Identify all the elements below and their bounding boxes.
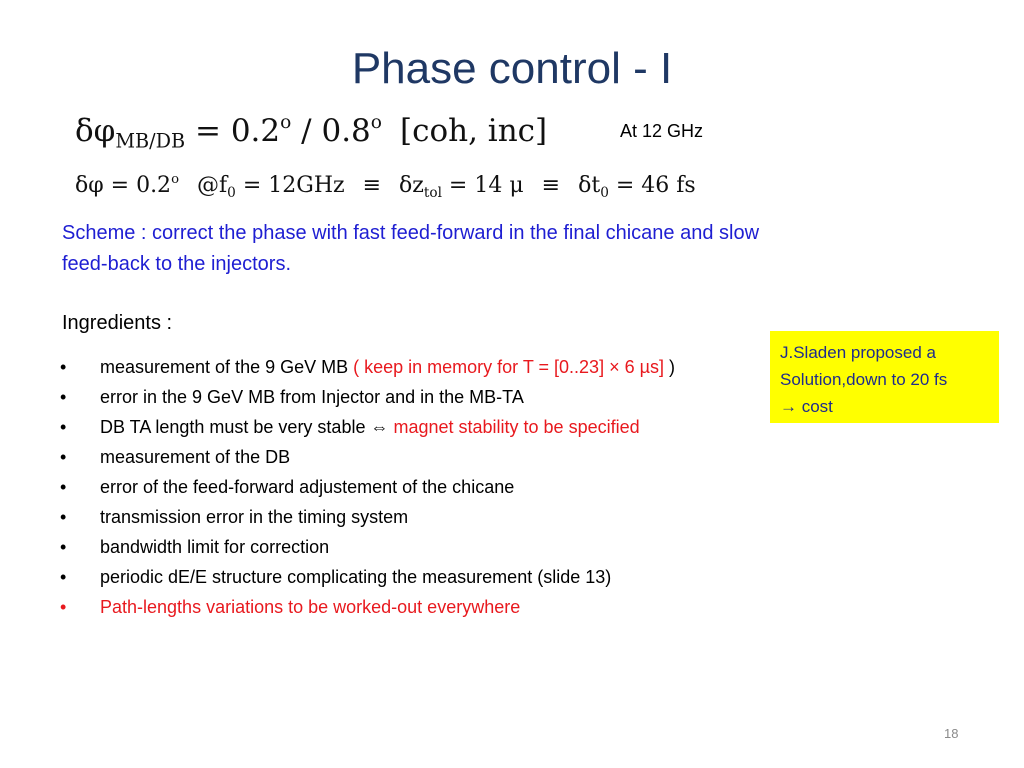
ingredient-text: error in the 9 GeV MB from Injector and in the MB-TA bbox=[100, 387, 524, 407]
scheme-line-1: Scheme : correct the phase with fast feed-forward in the final chicane and slow bbox=[62, 222, 760, 244]
eq2-f-value: = 12GHz bbox=[235, 173, 345, 199]
ingredient-text: error of the feed-forward adjustement of the chicane bbox=[100, 477, 515, 497]
ingredient-text: transmission error in the timing system bbox=[100, 507, 409, 527]
frequency-label: At 12 GHz bbox=[620, 121, 704, 141]
ingredient-text bbox=[100, 412, 640, 442]
slide-title: Phase control - I bbox=[351, 44, 673, 93]
eq2-delta-phi: δφ = 0.2 bbox=[75, 173, 172, 199]
ingredient-main-text: DB TA length must be very stable ⇔ bbox=[100, 417, 394, 437]
ingredients-heading: Ingredients : bbox=[62, 312, 173, 334]
bullet-dot: • bbox=[60, 387, 67, 407]
eq1-degree-2: o bbox=[370, 112, 382, 133]
eq2-dz-value: = 14 μ bbox=[441, 173, 524, 199]
scheme-line-2: feed-back to the injectors. bbox=[62, 253, 292, 275]
ingredient-text: bandwidth limit for correction bbox=[100, 537, 330, 557]
eq2-dt-value: = 46 fs bbox=[608, 173, 696, 199]
bullet-dot: • bbox=[60, 537, 67, 557]
bullet-dot: • bbox=[60, 507, 67, 527]
bullet-dot: • bbox=[60, 597, 67, 617]
scheme-paragraph bbox=[62, 218, 902, 280]
eq2-equiv-1: ≡ bbox=[362, 173, 382, 199]
callout-box bbox=[770, 331, 999, 423]
ingredient-highlight: ( keep in memory for T = [0..23] × 6 µs] bbox=[353, 357, 664, 377]
equation-equivalences bbox=[75, 172, 696, 201]
bullet-dot: • bbox=[60, 417, 67, 437]
eq2-f-sub: 0 bbox=[227, 185, 236, 201]
ingredient-text: periodic dE/E structure complicating the measurement (slide 13) bbox=[100, 567, 612, 587]
eq2-dt: δt bbox=[578, 173, 601, 199]
bullet-dot: • bbox=[60, 567, 67, 587]
ingredient-tail: ) bbox=[663, 357, 675, 377]
eq2-dz: δz bbox=[399, 173, 424, 199]
ingredient-text bbox=[100, 352, 675, 382]
bullet-dot: • bbox=[60, 357, 67, 377]
eq2-dt-sub: 0 bbox=[600, 185, 609, 201]
eq2-dz-sub: tol bbox=[423, 185, 442, 201]
ingredient-text: Path-lengths variations to be worked-out everywhere bbox=[100, 597, 521, 617]
eq2-equiv-2: ≡ bbox=[541, 173, 561, 199]
eq1-value: = 0.2 bbox=[185, 113, 281, 150]
eq1-bracket: [coh, inc] bbox=[399, 113, 548, 150]
eq1-subscript: MB/DB bbox=[115, 129, 186, 153]
ingredient-text: measurement of the DB bbox=[100, 447, 291, 467]
bullet-dot: • bbox=[60, 447, 67, 467]
callout-line-2: Solution,down to 20 fs bbox=[780, 370, 948, 389]
eq2-at-f: @f bbox=[197, 173, 228, 199]
eq2-degree: o bbox=[171, 172, 180, 187]
bullet-dot: • bbox=[60, 477, 67, 497]
ingredient-highlight: magnet stability to be specified bbox=[393, 417, 640, 437]
callout-line-1: J.Sladen proposed a bbox=[780, 343, 936, 362]
equation-phase-tolerance bbox=[75, 112, 547, 153]
eq1-degree-1: o bbox=[280, 112, 292, 133]
eq1-value-2: / 0.8 bbox=[291, 113, 371, 150]
callout-line-3: → cost bbox=[780, 397, 833, 416]
ingredient-main-text: measurement of the 9 GeV MB bbox=[100, 357, 354, 377]
eq1-delta-phi: δφ bbox=[75, 113, 116, 150]
page-number: 18 bbox=[944, 726, 959, 741]
